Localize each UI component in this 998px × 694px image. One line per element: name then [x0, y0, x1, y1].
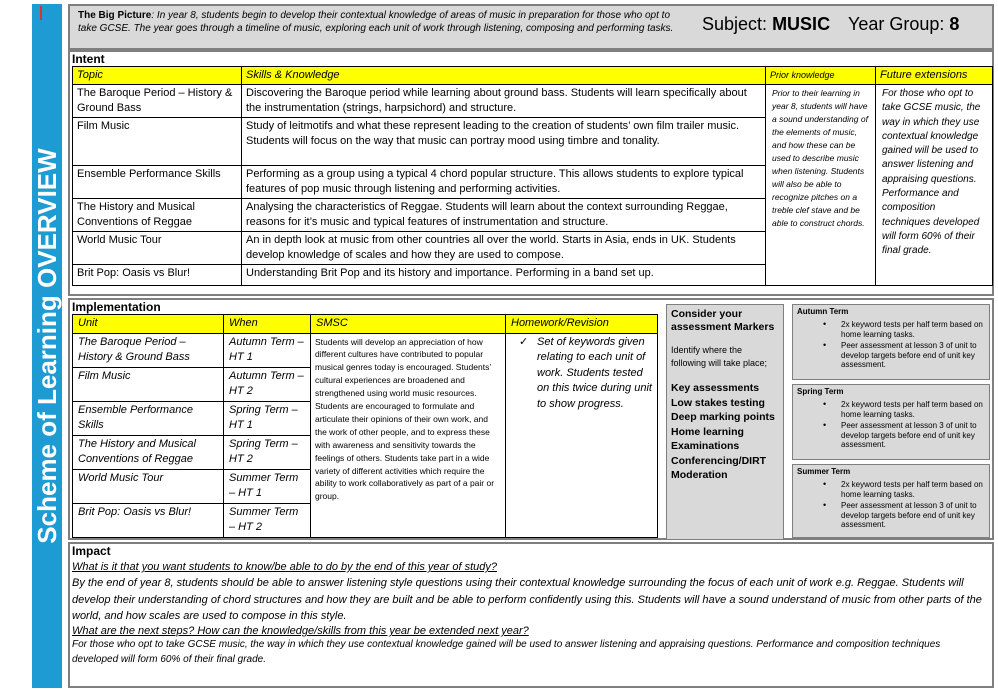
impl-unit: The Baroque Period – History & Ground Bass — [73, 333, 224, 367]
marker-item: Low stakes testing — [671, 396, 765, 409]
intent-table — [72, 66, 993, 286]
term-bullet: • 2x keyword tests per half term based on home learning tasks. — [797, 480, 985, 499]
term-bullet: • 2x keyword tests per half term based on home learning tasks. — [797, 400, 985, 419]
term-bullet: • 2x keyword tests per half term based on home learning tasks. — [797, 320, 985, 339]
markers-desc: Identify where the following will take place; — [671, 345, 768, 368]
impl-row — [73, 333, 658, 367]
prior-knowledge: Prior to their learning in year 8, students will have a sound understanding of the elements of music, and how these can be used to describe music when listening. Students will also be able to recognize pitches on a treble clef stave and be able to construct chords. — [766, 85, 876, 286]
intent-skills: Study of leitmotifs and what these represent leading to the creation of students’ own film trailer music. Students will focus on the way that music can portray mood using timbre and tonality. — [242, 118, 766, 166]
intent-skills: An in depth look at music from other countries all over the world. Starts in Asia, ends in UK. Students develop knowledge of scales and how they are used to compose. — [242, 232, 766, 265]
implementation-table — [72, 314, 658, 538]
impl-unit: Film Music — [73, 367, 224, 401]
impact-answer-2: For those who opt to take GCSE music, the way in which they use contextual knowledge gained will be used to answer listening and appraising questions. Performance and composition techniques developed will form 60% of their final grade. — [72, 639, 941, 665]
impl-unit: The History and Musical Conventions of Reggae — [73, 435, 224, 469]
implementation-title: Implementation — [72, 300, 161, 314]
marker-item: Examinations — [671, 440, 740, 452]
intent-topic: World Music Tour — [73, 232, 242, 265]
intent-topic: The History and Musical Conventions of Reggae — [73, 199, 242, 232]
markers-title: Consider your assessment Markers — [671, 308, 775, 333]
intent-header-future: Future extensions — [876, 67, 993, 85]
intent-title: Intent — [72, 52, 105, 66]
term-box-autumn — [792, 304, 990, 380]
impl-when: Autumn Term – HT 1 — [224, 333, 311, 367]
impact-question-2: What are the next steps? How can the knowledge/skills from this year be extended next year? — [72, 625, 529, 637]
impl-header-when: When — [224, 315, 311, 334]
term-box-summer — [792, 464, 990, 538]
impl-when: Spring Term – HT 2 — [224, 435, 311, 469]
impact-title: Impact — [72, 544, 111, 558]
impl-unit: World Music Tour — [73, 469, 224, 503]
big-picture-box — [68, 4, 994, 50]
intent-skills: Performing as a group using a typical 4 chord popular structure. This allows students to explore typical features of pop music through listening and performing activities. — [242, 166, 766, 199]
intent-row — [73, 85, 993, 118]
subject — [702, 14, 830, 35]
intent-skills: Analysing the characteristics of Reggae. Students will learn about the context surrounding Reggae, reasons for it’s music and typical features of instrumentation and structure. — [242, 199, 766, 232]
marker-item: Deep marking points — [671, 411, 775, 423]
term-bullet: • Peer assessment at lesson 3 of unit to develop targets before end of unit key assessment. — [797, 341, 985, 370]
intent-section — [68, 50, 994, 296]
big-picture-text — [78, 9, 678, 35]
year-value: 8 — [949, 14, 960, 34]
term-bullet: • Peer assessment at lesson 3 of unit to develop targets before end of unit key assessment. — [797, 421, 985, 450]
impl-header-homework: Homework/Revision — [506, 315, 658, 334]
big-picture-body: : In year 8, students begin to develop their contextual knowledge of areas of music in preparation for those who opt to take GCSE. The year goes through a timeline of music, exploring each unit of work through listening, composing and performing tasks. — [78, 10, 674, 34]
assessment-markers — [666, 304, 784, 540]
term-bullet: • Peer assessment at lesson 3 of unit to develop targets before end of unit key assessment. — [797, 501, 985, 530]
impl-when: Autumn Term – HT 2 — [224, 367, 311, 401]
impl-when: Summer Term – HT 2 — [224, 503, 311, 537]
banner-mark — [40, 6, 42, 20]
term-title: Spring Term — [797, 387, 844, 396]
intent-topic: Brit Pop: Oasis vs Blur! — [73, 265, 242, 286]
intent-header-prior: Prior knowledge — [766, 67, 876, 85]
impl-unit: Ensemble Performance Skills — [73, 401, 224, 435]
year-group — [848, 14, 959, 35]
intent-header-skills: Skills & Knowledge — [242, 67, 766, 85]
marker-item: Conferencing/DIRT — [671, 454, 767, 467]
impl-header-smsc: SMSC — [311, 315, 506, 334]
banner-title: Scheme of Learning OVERVIEW — [32, 148, 62, 544]
impl-unit: Brit Pop: Oasis vs Blur! — [73, 503, 224, 537]
subject-value: MUSIC — [772, 14, 831, 34]
term-box-spring — [792, 384, 990, 460]
term-title: Autumn Term — [797, 307, 849, 316]
impl-header-unit: Unit — [73, 315, 224, 334]
marker-item: Key assessments — [671, 382, 760, 394]
impact-section — [68, 542, 994, 688]
impl-when: Spring Term – HT 1 — [224, 401, 311, 435]
intent-topic: Ensemble Performance Skills — [73, 166, 242, 199]
homework-cell — [506, 333, 658, 537]
intent-topic: Film Music — [73, 118, 242, 166]
smsc-text: Students will develop an appreciation of how different cultures have contributed to popular musical genres today is encouraged. Students’ cultural experiences are broadened and strengthened using world music resources. Students are encouraged to formulate and articulate their opinions of their own work, and the work of other people, and to express these with awareness and sensitivity towards the feelings of others. Students take part in a wide variety of different activities which require the ability to work collaboratively as part of a pair or group. — [311, 333, 506, 537]
side-banner — [0, 0, 64, 694]
marker-item: Home learning — [671, 425, 744, 438]
big-picture-label: The Big Picture — [78, 10, 152, 21]
intent-header-topic: Topic — [73, 67, 242, 85]
intent-skills: Discovering the Baroque period while learning about ground bass. Students will learn specifically about the instrumentation (strings, harpsichord) and structure. — [242, 85, 766, 118]
marker-item: Moderation — [671, 469, 728, 481]
markers-list — [671, 381, 779, 483]
impact-answer-1: By the end of year 8, students should be able to answer listening style questions using their contextual knowledge surrounding the focus of each unit of work e.g. Reggae. Students will develop their understanding of chord structures and how they are built and be able to perform confidently using this. Students will have a sound understand of music from other parts of the world, and how scales are used to compose in this style. — [72, 577, 982, 622]
intent-topic: The Baroque Period – History & Ground Bass — [73, 85, 242, 118]
term-title: Summer Term — [797, 467, 851, 476]
intent-skills: Understanding Brit Pop and its history and importance. Performing in a band set up. — [242, 265, 766, 286]
future-extensions: For those who opt to take GCSE music, the way in which they use contextual knowledge gained will be used to answer listening and appraising questions. Performance and composition techniques developed will form 60% of their final grade. — [876, 85, 993, 286]
implementation-section — [68, 298, 994, 540]
impact-question-1: What is it that you want students to know/be able to do by the end of this year of study? — [72, 561, 497, 573]
homework-text: ✓ Set of keywords given relating to each unit of work. Students tested on this twice during unit to show progress. — [511, 335, 652, 413]
subject-label: Subject: — [702, 14, 768, 34]
year-label: Year Group: — [848, 14, 945, 34]
impl-when: Summer Term – HT 1 — [224, 469, 311, 503]
